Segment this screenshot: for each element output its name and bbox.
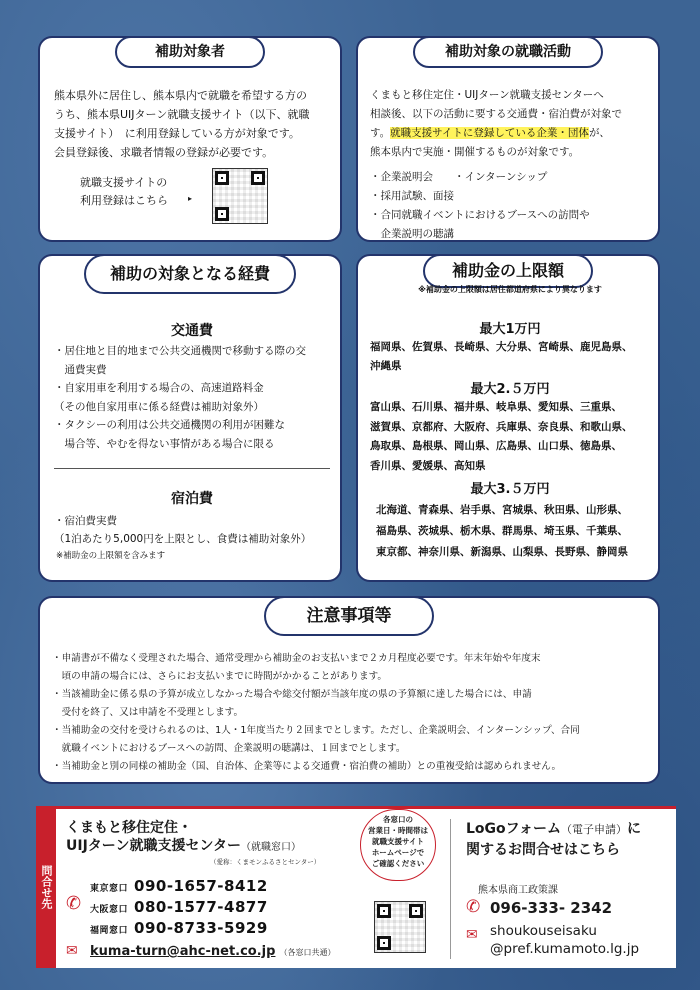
text-line: 就職支援サイトの <box>80 176 168 189</box>
list-item: ・自家用車を利用する場合の、高速道路料金 <box>54 382 264 394</box>
card-job-activities <box>356 36 660 242</box>
tel-label: 大阪窓口 <box>90 905 129 915</box>
contact-footer <box>38 806 676 968</box>
dept-email[interactable] <box>490 922 639 958</box>
phone-icon: ✆ <box>66 893 82 914</box>
notes-list <box>52 650 656 776</box>
text-line: 滋賀県、京都府、大阪府、兵庫県、奈良県、和歌山県、 <box>370 420 633 433</box>
card-title-eligible-expenses: 補助の対象となる経費 <box>84 254 296 294</box>
stay-list <box>54 512 338 548</box>
highlighted-text: 就職支援サイトに登録している企業・団体 <box>390 127 589 139</box>
qr-code-support-site[interactable] <box>374 901 426 953</box>
text-line: 支援サイト） に利用登録している方が対象です。 <box>54 127 300 140</box>
text-line <box>66 837 301 857</box>
list-item: ・居住地と目的地まで公共交通機関で移動する際の交 <box>54 345 306 357</box>
text-line: 福岡県、佐賀県、長崎県、大分県、宮崎県、鹿児島県、 <box>370 341 633 353</box>
phone-icon: ✆ <box>466 897 481 917</box>
tier1-heading: 最大1万円 <box>479 322 541 337</box>
divider <box>54 468 330 469</box>
subsidy-target-text <box>54 86 336 162</box>
list-item: （1泊あたり5,000円を上限とし、食費は補助対象外） <box>54 533 312 545</box>
text-line: 熊本県内で実施・開催するものが対象です。 <box>370 146 580 158</box>
tel-label: 福岡窓口 <box>90 926 129 936</box>
center-alias: （愛称：くまモンふるさとセンター） <box>210 858 321 866</box>
list-item: 場合等、やむを得ない事情がある場合に限る <box>54 437 275 450</box>
list-item: ・宿泊費実費 <box>54 515 117 527</box>
text-fragment: LoGoフォーム <box>466 821 561 837</box>
card-title-notes: 注意事項等 <box>264 596 434 636</box>
transport-list <box>54 342 338 453</box>
info-bubble <box>360 809 436 881</box>
text-line <box>466 819 641 840</box>
text-line: ご確認ください <box>371 859 425 868</box>
text-line: うち、熊本県UIJターン就職支援サイト（以下、就職 <box>54 108 310 121</box>
activity-item: ・企業説明会 ・インターンシップ <box>370 171 548 183</box>
email-text: kuma-turn@ahc-net.co.jp <box>90 944 276 959</box>
card-subsidy-limit <box>356 254 660 582</box>
card-subsidy-target <box>38 36 342 242</box>
dept-name: 熊本県商工政策課 <box>478 885 558 896</box>
card-eligible-expenses <box>38 254 342 582</box>
list-item: ・当補助金の交付を受けられるのは、1人・1年度当たり２回までとします。ただし、企業説明会、インターンシップ、合同 <box>52 725 580 736</box>
text-line: 福島県、茨城県、栃木県、群馬県、埼玉県、千葉県、 <box>376 525 628 537</box>
tel-osaka[interactable] <box>90 898 268 916</box>
text-line: 就職支援サイト <box>372 837 424 846</box>
text-line: 東京都、神奈川県、新潟県、山梨県、長野県、静岡県 <box>376 546 628 558</box>
limit-note: ※補助金の上限額は居住都道府県により異なります <box>418 285 602 294</box>
text-fragment: UIJターン就職支援センター <box>66 838 241 854</box>
text-line: 関するお問合せはこちら <box>466 842 620 858</box>
text-line: ホームページで <box>371 848 425 857</box>
list-item: 通費実費 <box>54 363 107 376</box>
tel-tokyo[interactable] <box>90 877 268 895</box>
text-line: 相談後、以下の活動に要する交通費・宿泊費が対象で <box>370 108 622 120</box>
text-fragment: （電子申請） <box>560 823 627 836</box>
text-line: 香川県、愛媛県、高知県 <box>370 459 486 472</box>
text-line: 鳥取県、島根県、岡山県、広島県、山口県、徳島県、 <box>370 440 622 452</box>
text-line: くまもと移住定住・ <box>66 820 192 836</box>
activity-item: 企業説明の聴講 <box>370 228 454 240</box>
text-line: 利用登録はこちら <box>80 194 168 207</box>
tier3-prefectures <box>376 500 628 563</box>
text-fragment: が、 <box>588 127 610 139</box>
list-item: ・当補助金と別の同様の補助金（国、自治体、企業等による交通費・宿泊費の補助）との重複受給は認められません。 <box>52 761 562 772</box>
list-item: 就職イベントにおけるブースへの訪問、企業説明の聴講は、１回までとします。 <box>52 743 406 754</box>
tier1-prefectures <box>370 338 633 376</box>
job-activities-text <box>370 86 658 244</box>
text-line: shoukouseisaku <box>490 923 597 939</box>
list-item: ・申請書が不備なく受理された場合、通常受理から補助金のお支払いまで２カ月程度必要です。年末年始や年度末 <box>52 653 541 664</box>
stay-heading: 宿泊費 <box>171 491 213 507</box>
text-line: 会員登録後、求職者情報の登録が必要です。 <box>54 146 274 159</box>
list-item: ・タクシーの利用は公共交通機関の利用が困難な <box>54 419 285 431</box>
arrow-right-icon: ▸ <box>188 194 193 203</box>
contact-side-label <box>36 806 56 968</box>
list-item: 頃の申請の場合には、さらにお支払いまでに時間がかかることがあります。 <box>52 671 388 682</box>
text-line: 沖縄県 <box>370 360 402 372</box>
tier3-heading: 最大3.５万円 <box>470 482 550 497</box>
footer-divider <box>450 819 451 959</box>
text-fragment: す。 <box>370 127 391 139</box>
qr-caption <box>80 174 168 210</box>
tel-number: 090-8733-5929 <box>134 919 268 937</box>
mail-icon: ✉ <box>466 927 478 943</box>
side-label-text: 問合せ先 <box>40 865 53 909</box>
stay-note: ※補助金の上限額を含みます <box>56 551 166 561</box>
tel-number: 090-1657-8412 <box>134 877 268 895</box>
email-note: （各窓口共通） <box>279 948 336 957</box>
qr-code-registration[interactable] <box>212 168 268 224</box>
text-line: 各窓口の <box>383 815 413 824</box>
center-name <box>66 819 301 857</box>
card-notes <box>38 596 660 784</box>
tier2-prefectures <box>370 398 633 476</box>
list-item: ・当該補助金に係る県の予算が成立しなかった場合や総交付額が当該年度の県の予算額に達した場合には、申請 <box>52 689 532 700</box>
tel-number: 080-1577-4877 <box>134 898 268 916</box>
transport-heading: 交通費 <box>171 323 213 339</box>
mail-icon: ✉ <box>66 943 78 959</box>
text-line <box>370 124 658 143</box>
activity-item: ・合同就職イベントにおけるブースへの訪問や <box>370 209 590 221</box>
text-line: 北海道、青森県、岩手県、宮城県、秋田県、山形県、 <box>376 504 628 516</box>
list-item: 受付を終了、又は申請を不受理とします。 <box>52 707 244 718</box>
tel-label: 東京窓口 <box>90 884 129 894</box>
logo-form-heading <box>466 819 641 860</box>
center-email[interactable] <box>90 944 335 959</box>
text-line: 営業日・時間帯は <box>368 826 428 835</box>
text-line: 富山県、石川県、福井県、岐阜県、愛知県、三重県、 <box>370 401 622 413</box>
tel-fukuoka[interactable] <box>90 919 268 937</box>
card-title-subsidy-target: 補助対象者 <box>115 36 265 68</box>
text-line: くまもと移住定住・UIJターン就職支援センターへ <box>370 89 604 101</box>
tier2-heading: 最大2.５万円 <box>470 382 550 397</box>
list-item: （その他自家用車に係る経費は補助対象外） <box>54 400 264 413</box>
text-fragment: に <box>626 821 641 837</box>
card-title-job-activities: 補助対象の就職活動 <box>413 36 603 68</box>
text-line: 熊本県外に居住し、熊本県内で就職を希望する方の <box>54 89 307 102</box>
dept-tel[interactable]: 096-333- 2342 <box>490 899 613 917</box>
text-line: @pref.kumamoto.lg.jp <box>490 941 640 957</box>
activity-item: ・採用試験、面接 <box>370 190 454 202</box>
card-title-subsidy-limit: 補助金の上限額 <box>423 254 593 288</box>
text-fragment: （就職窓口） <box>240 842 301 853</box>
